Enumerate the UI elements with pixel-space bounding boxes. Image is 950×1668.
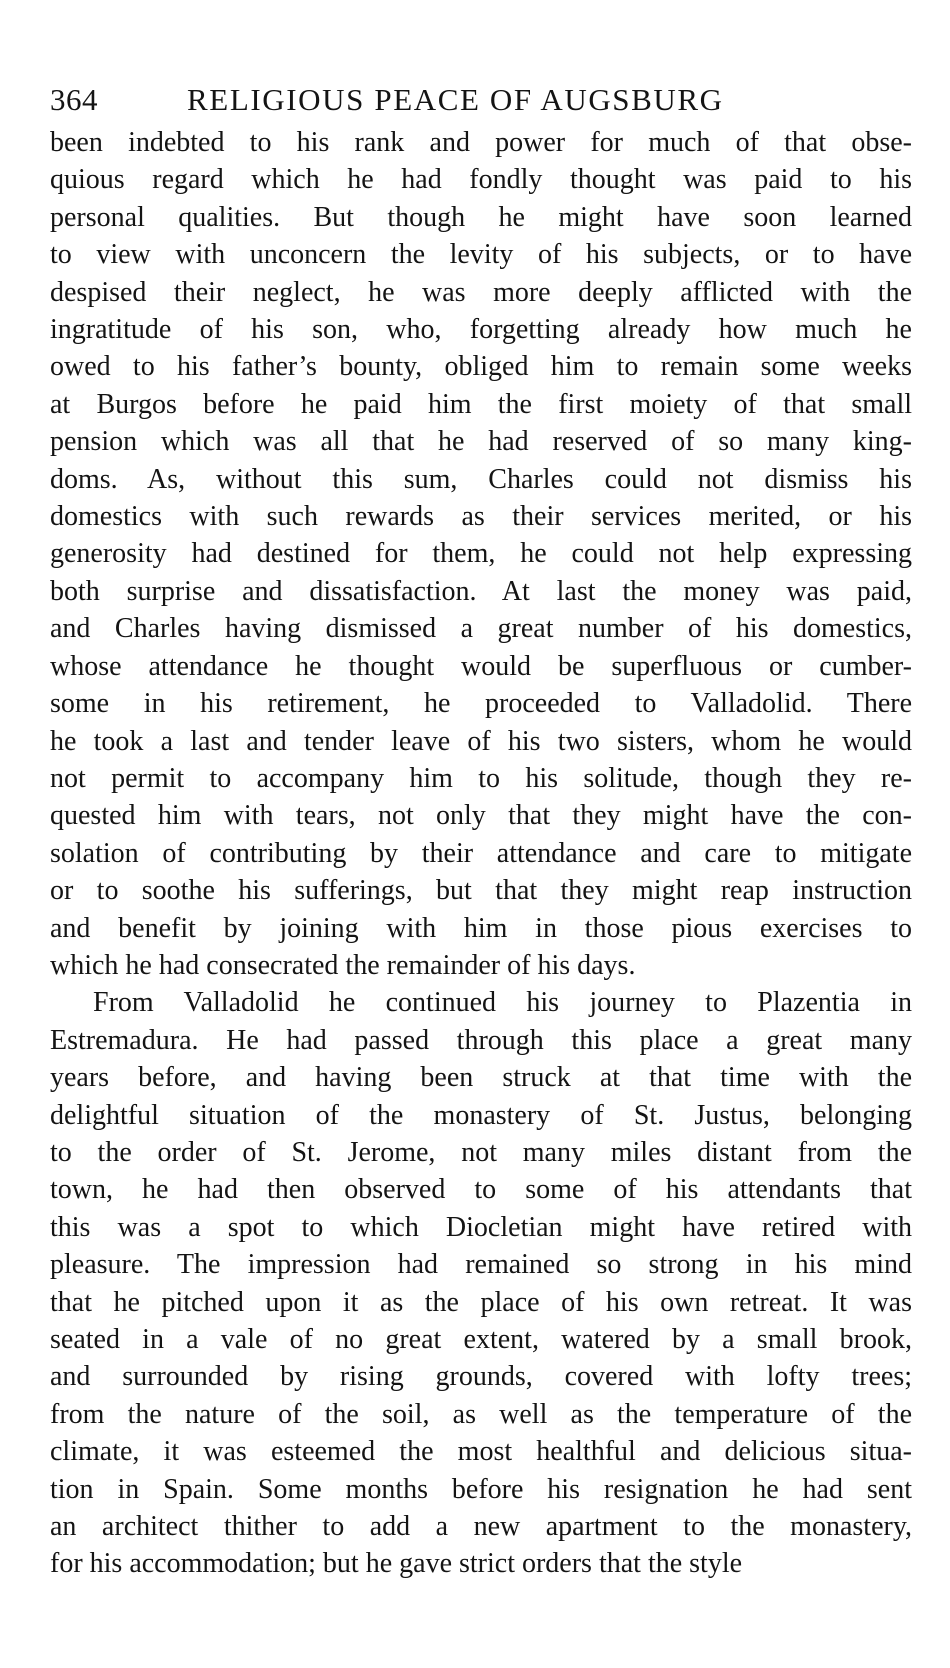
- text-line: years before, and having been struck at that time with the: [50, 1062, 912, 1094]
- text-line: delightful situation of the monastery of St. Justus, belonging: [50, 1099, 912, 1131]
- text-line: an architect thither to add a new apartment to the monastery,: [50, 1511, 912, 1543]
- text-line: whose attendance he thought would be superfluous or cumber-: [50, 650, 912, 682]
- body-text: [50, 124, 912, 1583]
- page-header: [50, 70, 912, 124]
- text-line: and Charles having dismissed a great number of his domestics,: [50, 613, 912, 645]
- text-line: or to soothe his sufferings, but that they might reap instruction: [50, 875, 912, 907]
- text-line: been indebted to his rank and power for much of that obse-: [50, 127, 912, 158]
- text-line: and benefit by joining with him in those pious exercises to: [50, 912, 912, 944]
- text-line: that he pitched upon it as the place of his own retreat. It was: [50, 1286, 912, 1318]
- text-line: doms. As, without this sum, Charles could not dismiss his: [50, 463, 912, 495]
- text-line: from the nature of the soil, as well as the temperature of the: [50, 1398, 912, 1430]
- text-line: at Burgos before he paid him the first moiety of that small: [50, 388, 912, 420]
- text-line: climate, it was esteemed the most healthful and delicious situa-: [50, 1436, 912, 1468]
- book-page: [50, 70, 912, 1583]
- paragraph: [50, 984, 912, 1583]
- text-line: ingratitude of his son, who, forgetting already how much he: [50, 314, 912, 346]
- text-line: owed to his father’s bounty, obliged him to remain some weeks: [50, 351, 912, 383]
- text-line: Estremadura. He had passed through this place a great many: [50, 1024, 912, 1056]
- paragraph: [50, 124, 912, 984]
- page-number: 364: [50, 82, 98, 117]
- text-line: pension which was all that he had reserved of so many king-: [50, 426, 912, 458]
- text-line: generosity had destined for them, he could not help expressing: [50, 538, 912, 570]
- text-line: quious regard which he had fondly thought was paid to his: [50, 164, 912, 196]
- text-line: From Valladolid he continued his journey to Plazentia in: [93, 987, 912, 1019]
- text-line: for his accommodation; but he gave strict orders that the style: [50, 1548, 743, 1580]
- text-line: and surrounded by rising grounds, covered with lofty trees;: [50, 1361, 912, 1393]
- text-line: this was a spot to which Diocletian might have retired with: [50, 1211, 912, 1243]
- text-line: tion in Spain. Some months before his resignation he had sent: [50, 1473, 912, 1505]
- text-line: some in his retirement, he proceeded to Valladolid. There: [50, 688, 912, 720]
- text-line: pleasure. The impression had remained so strong in his mind: [50, 1249, 912, 1281]
- text-line: solation of contributing by their attendance and care to mitigate: [50, 837, 912, 869]
- text-line: quested him with tears, not only that they might have the con-: [50, 800, 912, 832]
- text-line: not permit to accompany him to his solitude, though they re-: [50, 762, 912, 794]
- text-line: he took a last and tender leave of his two sisters, whom he would: [50, 725, 912, 757]
- text-line: which he had consecrated the remainder of his days.: [50, 949, 636, 981]
- text-line: to view with unconcern the levity of his subjects, or to have: [50, 239, 912, 271]
- text-line: personal qualities. But though he might have soon learned: [50, 201, 912, 233]
- text-line: seated in a vale of no great extent, watered by a small brook,: [50, 1324, 912, 1355]
- text-line: domestics with such rewards as their services merited, or his: [50, 501, 912, 533]
- text-line: town, he had then observed to some of his attendants that: [50, 1174, 912, 1206]
- running-head: RELIGIOUS PEACE OF AUGSBURG: [187, 82, 724, 117]
- text-line: to the order of St. Jerome, not many miles distant from the: [50, 1136, 912, 1168]
- text-line: despised their neglect, he was more deeply afflicted with the: [50, 276, 912, 308]
- text-line: both surprise and dissatisfaction. At last the money was paid,: [50, 575, 912, 607]
